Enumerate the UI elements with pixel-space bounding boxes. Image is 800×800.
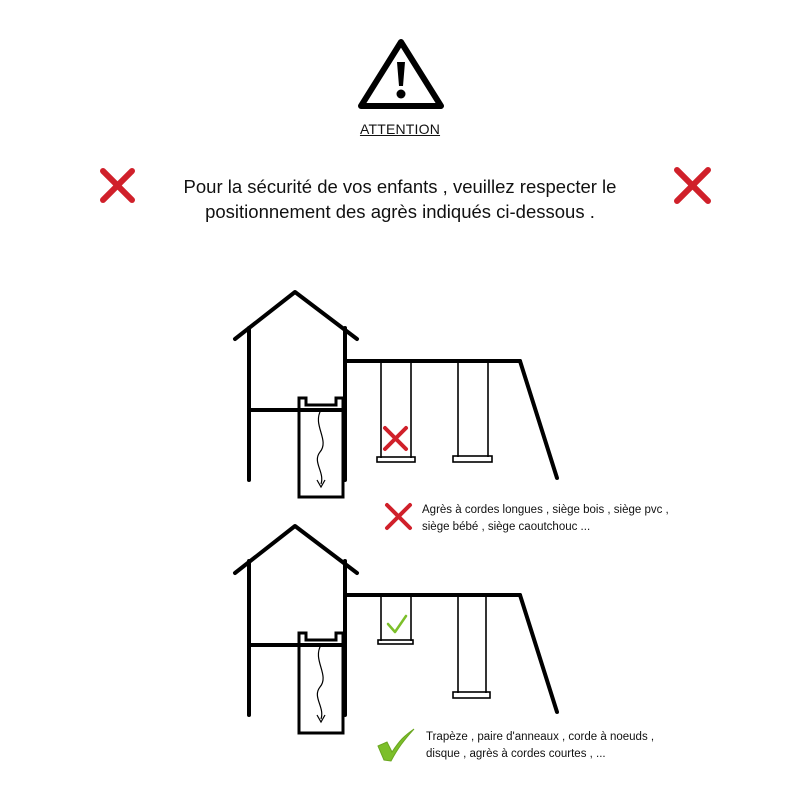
swing-leg bbox=[520, 361, 557, 478]
second-swing-bottom bbox=[453, 595, 490, 698]
warning-title: ATTENTION bbox=[359, 121, 441, 137]
check-icon-on-swing bbox=[388, 616, 406, 632]
safety-message-line-2: positionnement des agrès indiqués ci-dessous . bbox=[205, 201, 595, 222]
red-cross-icon bbox=[387, 505, 410, 528]
safety-message-line-1: Pour la sécurité de vos enfants , veuillez respecter le bbox=[183, 176, 617, 197]
slide-correct bbox=[299, 633, 343, 733]
slide-wrong bbox=[299, 398, 343, 497]
cross-icon-left bbox=[103, 171, 132, 200]
wrong-caption-line-2: siège bébé , siège caoutchouc ... bbox=[422, 521, 591, 533]
short-rope-swing bbox=[378, 595, 413, 644]
swing-leg bbox=[520, 595, 557, 712]
cross-icon-on-swing bbox=[385, 428, 406, 449]
green-check-icon bbox=[378, 729, 414, 761]
swing-set-wrong bbox=[235, 292, 557, 480]
house-roof bbox=[235, 526, 357, 573]
correct-example-caption bbox=[426, 729, 726, 763]
second-swing-top bbox=[453, 361, 492, 462]
safety-message bbox=[150, 174, 650, 224]
long-rope-swing bbox=[377, 361, 415, 462]
wrong-example-caption bbox=[422, 502, 722, 536]
warning-triangle-icon bbox=[361, 42, 441, 106]
house-roof bbox=[235, 292, 357, 339]
correct-caption-line-2: disque , agrès à cordes courtes , ... bbox=[426, 748, 606, 760]
swing-set-correct bbox=[235, 526, 557, 715]
wrong-caption-line-1: Agrès à cordes longues , siège bois , siège pvc , bbox=[422, 504, 669, 516]
correct-caption-line-1: Trapèze , paire d'anneaux , corde à noeuds , bbox=[426, 731, 655, 743]
cross-icon-right bbox=[677, 170, 708, 201]
